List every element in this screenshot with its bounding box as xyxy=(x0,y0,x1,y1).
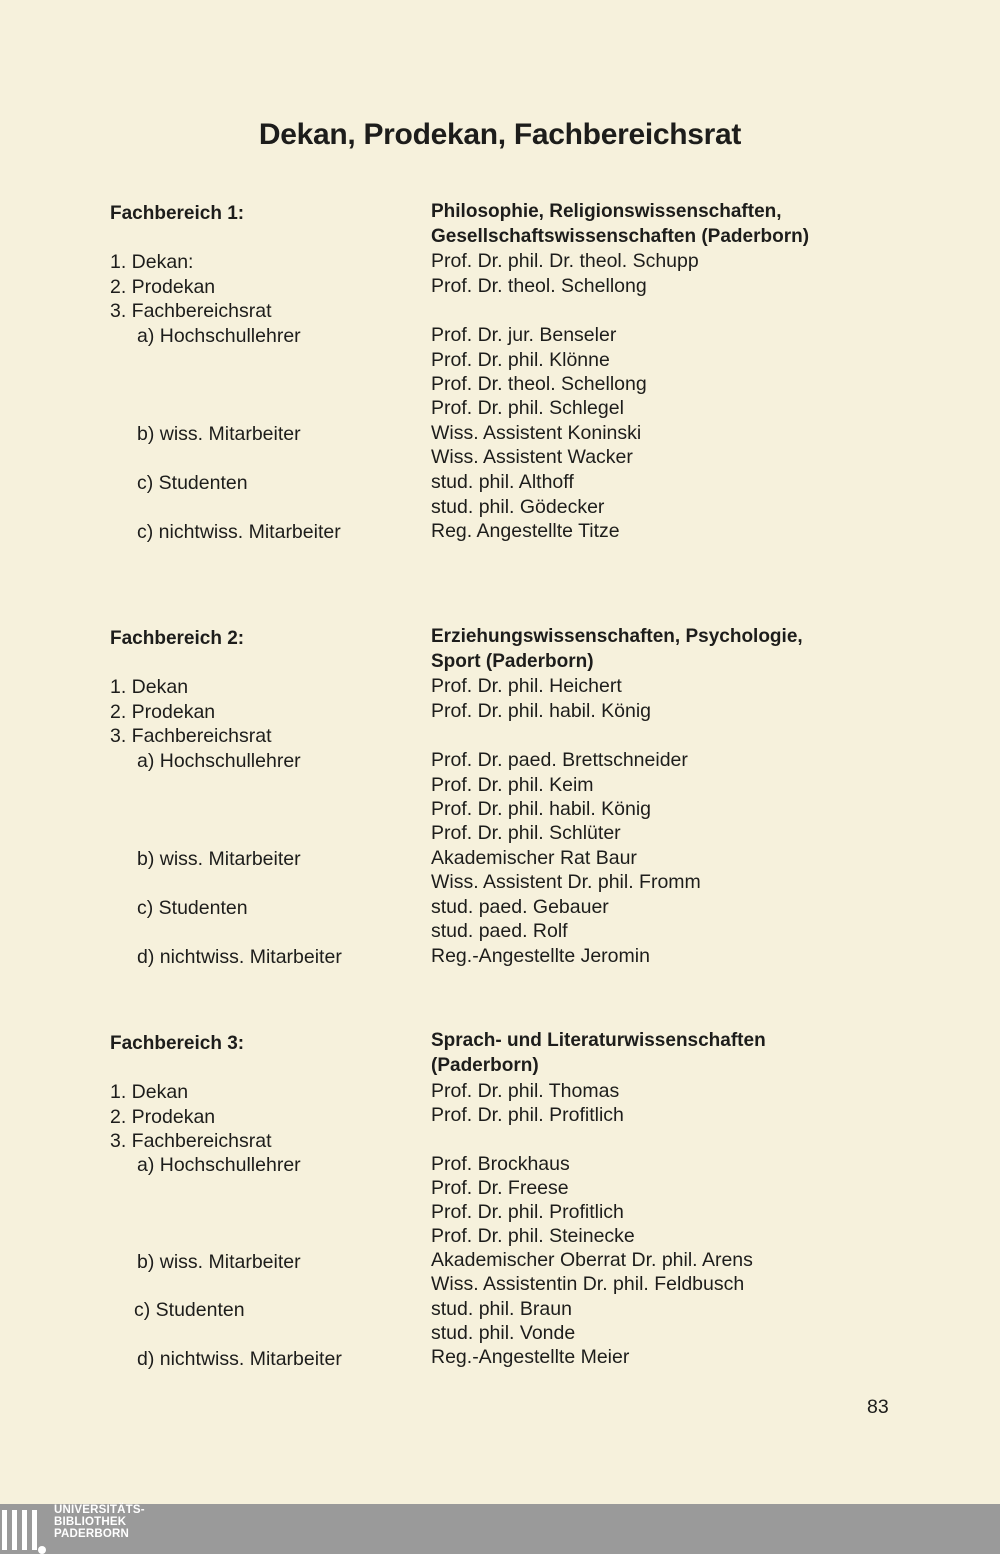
hochschullehrer-item: Prof. Dr. theol. Schellong xyxy=(431,373,647,395)
library-name xyxy=(54,1504,145,1540)
mitarbeiter-item: Wiss. Assistentin Dr. phil. Feldbusch xyxy=(431,1273,745,1295)
prodekan-label: 2. Prodekan xyxy=(110,701,216,723)
hochschullehrer-label: a) Hochschullehrer xyxy=(137,750,301,772)
nichtwiss-label: d) nichtwiss. Mitarbeiter xyxy=(137,946,342,968)
section-heading: Fachbereich 3: xyxy=(110,1033,245,1054)
nichtwiss-value: Reg.-Angestellte Meier xyxy=(431,1346,630,1368)
prodekan-value: Prof. Dr. theol. Schellong xyxy=(431,275,647,297)
faculty-name-line1: Erziehungswissenschaften, Psychologie, xyxy=(431,626,803,647)
mitarbeiter-item: Wiss. Assistent Dr. phil. Fromm xyxy=(431,871,701,893)
studenten-label: c) Studenten xyxy=(137,897,248,919)
mitarbeiter-item: Wiss. Assistent Koninski xyxy=(431,422,642,444)
studenten-label: c) Studenten xyxy=(134,1299,245,1321)
library-name-line2: BIBLIOTHEK xyxy=(54,1516,127,1528)
library-footer-banner xyxy=(0,1504,1000,1554)
hochschullehrer-label: a) Hochschullehrer xyxy=(137,325,301,347)
hochschullehrer-item: Prof. Dr. phil. Schlegel xyxy=(431,397,624,419)
library-name-line1: UNIVERSITÄTS- xyxy=(54,1504,145,1516)
page-number: 83 xyxy=(867,1396,889,1418)
fachbereichsrat-label: 3. Fachbereichsrat xyxy=(110,300,272,322)
studenten-item: stud. phil. Braun xyxy=(431,1298,572,1320)
mitarbeiter-label: b) wiss. Mitarbeiter xyxy=(137,1251,301,1273)
mitarbeiter-label: b) wiss. Mitarbeiter xyxy=(137,848,301,870)
hochschullehrer-item: Prof. Dr. phil. Klönne xyxy=(431,349,610,371)
page-title: Dekan, Prodekan, Fachbereichsrat xyxy=(258,118,742,151)
dekan-value: Prof. Dr. phil. Dr. theol. Schupp xyxy=(431,250,699,272)
prodekan-label: 2. Prodekan xyxy=(110,276,216,298)
hochschullehrer-item: Prof. Dr. paed. Brettschneider xyxy=(431,749,688,771)
studenten-item: stud. paed. Gebauer xyxy=(431,896,609,918)
library-logo-icon xyxy=(2,1510,48,1550)
hochschullehrer-item: Prof. Dr. phil. Schlüter xyxy=(431,822,621,844)
hochschullehrer-item: Prof. Dr. phil. Steinecke xyxy=(431,1225,635,1247)
hochschullehrer-item: Prof. Dr. jur. Benseler xyxy=(431,324,617,346)
faculty-name-line2: Sport (Paderborn) xyxy=(431,651,594,672)
mitarbeiter-item: Akademischer Oberrat Dr. phil. Arens xyxy=(431,1249,753,1271)
nichtwiss-value: Reg. Angestellte Titze xyxy=(431,520,620,542)
hochschullehrer-item: Prof. Dr. phil. Profitlich xyxy=(431,1201,624,1223)
logo-dot-icon xyxy=(38,1546,46,1554)
studenten-label: c) Studenten xyxy=(137,472,248,494)
library-name-line3: PADERBORN xyxy=(54,1528,130,1540)
studenten-item: stud. phil. Althoff xyxy=(431,471,574,493)
nichtwiss-label: d) nichtwiss. Mitarbeiter xyxy=(137,1348,342,1370)
mitarbeiter-item: Akademischer Rat Baur xyxy=(431,847,637,869)
prodekan-value: Prof. Dr. phil. habil. König xyxy=(431,700,652,722)
section-heading: Fachbereich 1: xyxy=(110,203,245,224)
faculty-name-line1: Sprach- und Literaturwissenschaften xyxy=(431,1030,766,1051)
nichtwiss-label: c) nichtwiss. Mitarbeiter xyxy=(137,521,341,543)
studenten-item: stud. phil. Vonde xyxy=(431,1322,576,1344)
hochschullehrer-item: Prof. Dr. phil. habil. König xyxy=(431,798,652,820)
prodekan-value: Prof. Dr. phil. Profitlich xyxy=(431,1104,624,1126)
fachbereichsrat-label: 3. Fachbereichsrat xyxy=(110,725,272,747)
faculty-name-line2: Gesellschaftswissenschaften (Paderborn) xyxy=(431,226,810,247)
mitarbeiter-label: b) wiss. Mitarbeiter xyxy=(137,423,301,445)
fachbereichsrat-label: 3. Fachbereichsrat xyxy=(110,1130,272,1152)
dekan-label: 1. Dekan xyxy=(110,1081,189,1103)
hochschullehrer-item: Prof. Brockhaus xyxy=(431,1153,570,1175)
prodekan-label: 2. Prodekan xyxy=(110,1106,216,1128)
section-heading: Fachbereich 2: xyxy=(110,628,245,649)
hochschullehrer-label: a) Hochschullehrer xyxy=(137,1154,301,1176)
dekan-label: 1. Dekan xyxy=(110,676,189,698)
dekan-label: 1. Dekan: xyxy=(110,251,194,273)
faculty-name-line2: (Paderborn) xyxy=(431,1055,539,1076)
mitarbeiter-item: Wiss. Assistent Wacker xyxy=(431,446,633,468)
hochschullehrer-item: Prof. Dr. phil. Keim xyxy=(431,774,594,796)
hochschullehrer-item: Prof. Dr. Freese xyxy=(431,1177,569,1199)
dekan-value: Prof. Dr. phil. Heichert xyxy=(431,675,622,697)
faculty-name-line1: Philosophie, Religionswissenschaften, xyxy=(431,201,782,222)
nichtwiss-value: Reg.-Angestellte Jeromin xyxy=(431,945,650,967)
studenten-item: stud. phil. Gödecker xyxy=(431,496,605,518)
dekan-value: Prof. Dr. phil. Thomas xyxy=(431,1080,620,1102)
studenten-item: stud. paed. Rolf xyxy=(431,920,568,942)
